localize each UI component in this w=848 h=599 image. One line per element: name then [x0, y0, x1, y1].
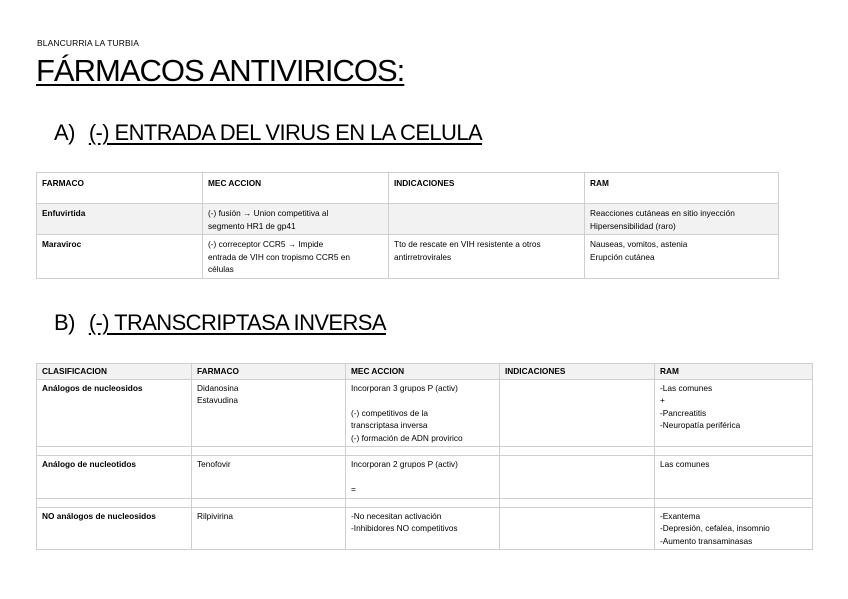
- cell-ram: Reacciones cutáneas en sitio inyección Hipersensibilidad (raro): [585, 204, 779, 235]
- cell-farmaco: Tenofovir: [192, 456, 346, 499]
- cell-clasificacion: Análogo de nucleotidos: [37, 456, 192, 499]
- empty-cell: [655, 447, 813, 456]
- column-header-indicaciones: INDICACIONES: [389, 173, 585, 204]
- empty-cell: [500, 447, 655, 456]
- section-b-heading: [54, 310, 386, 336]
- cell-farmaco: Didanosina Estavudina: [192, 379, 346, 447]
- table-row: [37, 507, 813, 550]
- section-a-letter: A): [54, 120, 75, 145]
- empty-cell: [500, 498, 655, 507]
- cell-ram: Las comunes: [655, 456, 813, 499]
- cell-farmaco: Rilpivirina: [192, 507, 346, 550]
- empty-cell: [192, 498, 346, 507]
- entry-inhibitors-table: [36, 172, 779, 279]
- cell-indicaciones: [500, 456, 655, 499]
- column-header-ram: RAM: [585, 173, 779, 204]
- cell-mec-accion: Incorporan 2 grupos P (activ) =: [346, 456, 500, 499]
- cell-clasificacion: NO análogos de nucleosidos: [37, 507, 192, 550]
- reverse-transcriptase-table: [36, 363, 813, 550]
- empty-cell: [655, 498, 813, 507]
- table-header-row: [37, 364, 813, 380]
- cell-clasificacion: Análogos de nucleosidos: [37, 379, 192, 447]
- cell-indicaciones: [500, 507, 655, 550]
- column-header-mec-accion: MEC ACCION: [346, 364, 500, 380]
- cell-indicaciones: [500, 379, 655, 447]
- cell-ram: -Exantema -Depresión, cefalea, insomnio -Aumento transaminasas: [655, 507, 813, 550]
- cell-farmaco: Maraviroc: [37, 235, 203, 279]
- table-header-row: [37, 173, 779, 204]
- table-row: [37, 456, 813, 499]
- spacer-row: [37, 447, 813, 456]
- cell-ram: Nauseas, vomitos, astenia Erupción cutánea: [585, 235, 779, 279]
- section-b-title: (-) TRANSCRIPTASA INVERSA: [88, 310, 386, 335]
- table-row: [37, 379, 813, 447]
- column-header-farmaco: FARMACO: [192, 364, 346, 380]
- table-row: [37, 235, 779, 279]
- cell-mec-accion: -No necesitan activación -Inhibidores NO competitivos: [346, 507, 500, 550]
- section-a-heading: [54, 120, 482, 146]
- cell-mec-accion: (-) correceptor CCR5 → Impide entrada de VIH con tropismo CCR5 en células: [203, 235, 389, 279]
- column-header-mec-accion: MEC ACCION: [203, 173, 389, 204]
- empty-cell: [192, 447, 346, 456]
- column-header-ram: RAM: [655, 364, 813, 380]
- column-header-indicaciones: INDICACIONES: [500, 364, 655, 380]
- cell-indicaciones: [389, 204, 585, 235]
- cell-farmaco: Enfuvirtida: [37, 204, 203, 235]
- cell-indicaciones: Tto de rescate en VIH resistente a otros antirretrovirales: [389, 235, 585, 279]
- author-name: BLANCURRIA LA TURBIA: [37, 38, 139, 48]
- section-a-title: (-) ENTRADA DEL VIRUS EN LA CELULA: [88, 120, 483, 145]
- section-b-letter: B): [54, 310, 75, 335]
- spacer-row: [37, 498, 813, 507]
- page-title: FÁRMACOS ANTIVIRICOS:: [36, 53, 405, 88]
- cell-ram: -Las comunes + -Pancreatitis -Neuropatía periférica: [655, 379, 813, 447]
- empty-cell: [346, 447, 500, 456]
- column-header-clasificacion: CLASIFICACION: [37, 364, 192, 380]
- cell-mec-accion: Incorporan 3 grupos P (activ) (-) competitivos de la transcriptasa inversa (-) formación de ADN provirico: [346, 379, 500, 447]
- cell-mec-accion: (-) fusión → Union competitiva al segmento HR1 de gp41: [203, 204, 389, 235]
- empty-cell: [346, 498, 500, 507]
- column-header-farmaco: FARMACO: [37, 173, 203, 204]
- empty-cell: [37, 498, 192, 507]
- empty-cell: [37, 447, 192, 456]
- table-row: [37, 204, 779, 235]
